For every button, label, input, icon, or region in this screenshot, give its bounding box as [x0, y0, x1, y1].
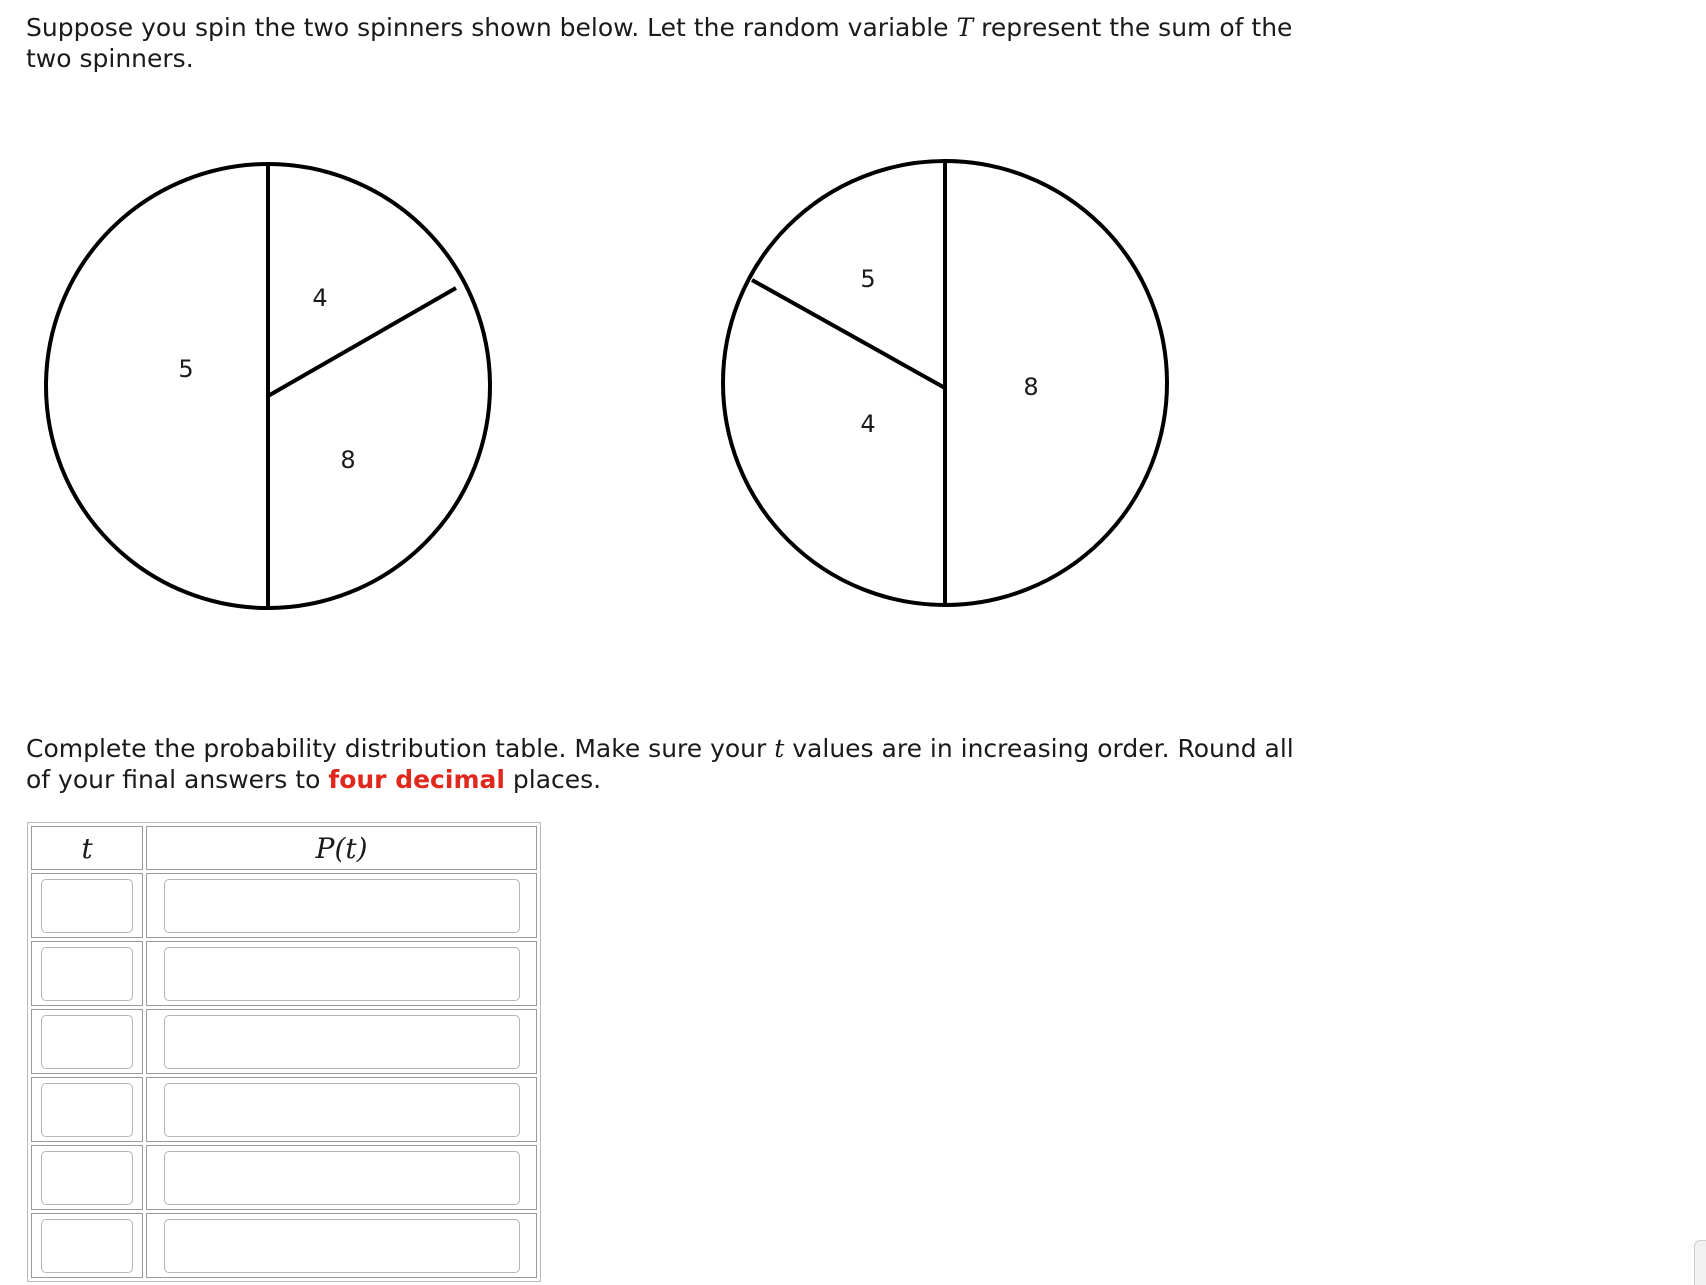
- probability-input-5[interactable]: [164, 1151, 520, 1205]
- t-cell: [31, 941, 143, 1006]
- emphasis-four-decimal: four decimal: [328, 765, 505, 794]
- t-value-input-6[interactable]: [41, 1219, 133, 1273]
- t-cell: [31, 1213, 143, 1278]
- variable-t: t: [774, 734, 785, 763]
- question-prompt: [26, 12, 1316, 74]
- prompt-text-2: represent the sum of the two spinners.: [26, 13, 1293, 73]
- p-cell: [146, 941, 537, 1006]
- probability-input-4[interactable]: [164, 1083, 520, 1137]
- t-value-input-5[interactable]: [41, 1151, 133, 1205]
- t-cell: [31, 1077, 143, 1142]
- t-value-input-4[interactable]: [41, 1083, 133, 1137]
- scrollbar[interactable]: [1694, 1240, 1706, 1285]
- table-header-row: [31, 826, 537, 870]
- probability-input-3[interactable]: [164, 1015, 520, 1069]
- probability-input-1[interactable]: [164, 879, 520, 933]
- spinner-left-label-5: 5: [178, 355, 194, 383]
- t-value-input-2[interactable]: [41, 947, 133, 1001]
- variable-T: T: [956, 13, 974, 42]
- probability-distribution-table: [27, 822, 541, 1282]
- table-row: [31, 941, 537, 1006]
- spinner-left: [0, 150, 520, 630]
- instructions-text-2: values are in increasing order. Round all of your final answers to: [26, 734, 1294, 794]
- spinner-right-divider-slant: [752, 280, 945, 388]
- t-value-input-1[interactable]: [41, 879, 133, 933]
- header-t: t: [31, 826, 143, 870]
- t-cell: [31, 1145, 143, 1210]
- spinner-right: [680, 150, 1200, 630]
- spinner-left-label-4: 4: [312, 284, 328, 312]
- table-row: [31, 1009, 537, 1074]
- spinner-right-label-5: 5: [860, 265, 876, 293]
- t-cell: [31, 1009, 143, 1074]
- p-cell: [146, 1009, 537, 1074]
- table-instructions: [26, 733, 1316, 795]
- instructions-text-3: places.: [504, 765, 602, 794]
- table-row: [31, 1213, 537, 1278]
- p-cell: [146, 873, 537, 938]
- p-cell: [146, 1145, 537, 1210]
- p-cell: [146, 1213, 537, 1278]
- probability-input-2[interactable]: [164, 947, 520, 1001]
- spinner-left-label-8: 8: [340, 446, 356, 474]
- spinner-left-divider-slant: [268, 288, 456, 396]
- t-cell: [31, 873, 143, 938]
- header-p-of-t: P(t): [146, 826, 537, 870]
- table-row: [31, 873, 537, 938]
- spinner-right-label-4: 4: [860, 410, 876, 438]
- spinners-figure: [0, 150, 1200, 650]
- table-row: [31, 1145, 537, 1210]
- table-row: [31, 1077, 537, 1142]
- p-cell: [146, 1077, 537, 1142]
- probability-input-6[interactable]: [164, 1219, 520, 1273]
- t-value-input-3[interactable]: [41, 1015, 133, 1069]
- instructions-text-1: Complete the probability distribution table. Make sure your: [26, 734, 775, 763]
- spinner-right-label-8: 8: [1023, 373, 1039, 401]
- prompt-text-1: Suppose you spin the two spinners shown below. Let the random variable: [26, 13, 957, 42]
